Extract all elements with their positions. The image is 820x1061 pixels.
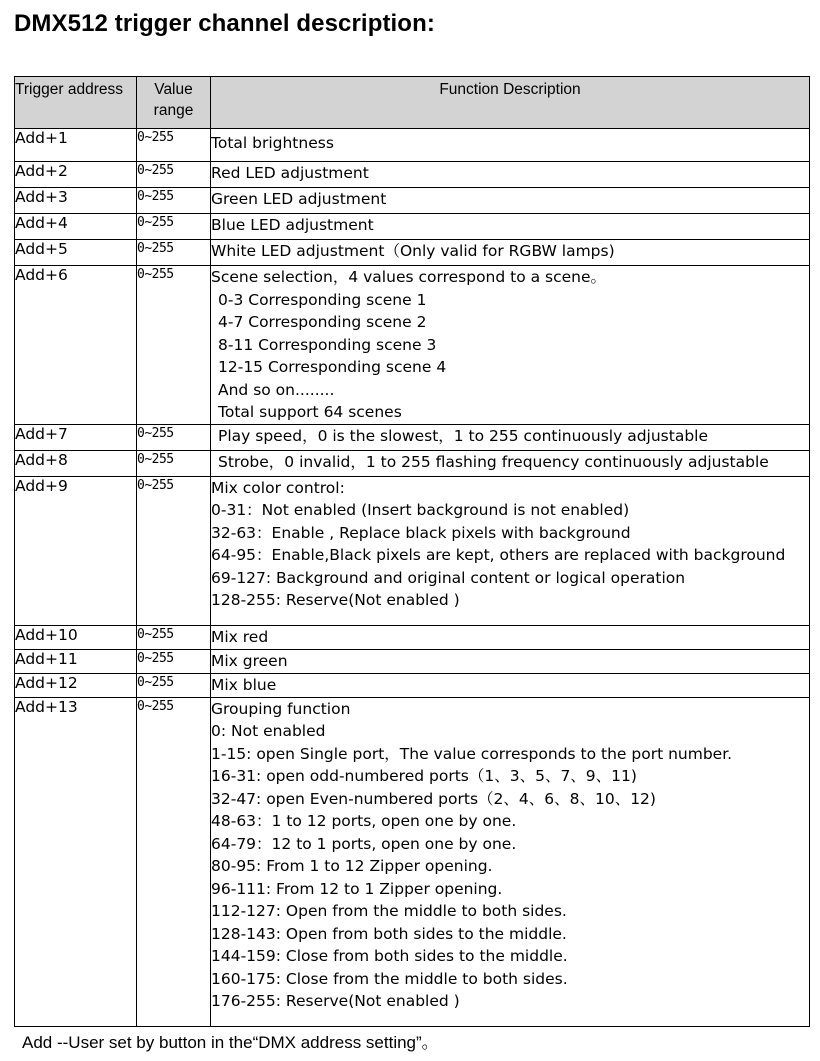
function-description-cell [211,129,810,162]
table-row [15,476,810,625]
function-description-cell [211,424,810,450]
trigger-address-cell: Add+1 [15,129,137,162]
trigger-address-cell: Add+2 [15,162,137,188]
function-description-cell [211,266,810,425]
table-row [15,240,810,266]
trigger-address-cell: Add+4 [15,214,137,240]
table-row [15,188,810,214]
value-range-cell: 0~255 [137,188,211,214]
description-line: 12-15 Corresponding scene 4 [218,358,447,376]
header-value-range-line1: Value [154,81,193,98]
value-range-cell: 0~255 [137,625,211,649]
table-row [15,129,810,162]
value-range-cell: 0~255 [137,266,211,425]
description-line: 1-15: open Single port，The value corresponds to the port number. [211,744,733,763]
description-line: 64-95：Enable,Black pixels are kept, others are replaced with background [211,546,786,564]
function-description-cell [211,188,810,214]
description-line: 69-127: Background and original content or logical operation [211,568,686,587]
function-description-cell [211,673,810,697]
value-range-cell: 0~255 [137,424,211,450]
table-row [15,450,810,476]
table-header-row [15,77,810,129]
description-line: Grouping function [211,699,351,718]
description-line: Strobe，0 invalid，1 to 255 flashing frequency continuously adjustable [218,452,769,471]
description-line: 128-143: Open from both sides to the middle. [211,924,567,943]
description-line: Mix red [211,627,269,646]
description-line: 32-47: open Even-numbered ports（2、4、6、8、10、12) [211,789,656,808]
description-line: 160-175: Close from the middle to both sides. [211,969,568,988]
function-description-cell [211,625,810,649]
function-description-cell [211,214,810,240]
function-description-cell [211,649,810,673]
header-value-range [137,77,211,129]
description-line: 96-111: From 12 to 1 Zipper opening. [211,879,503,898]
description-line: 64-79：12 to 1 ports, open one by one. [211,834,517,853]
trigger-address-cell: Add+9 [15,476,137,625]
description-line: 4-7 Corresponding scene 2 [218,313,427,331]
value-range-cell: 0~255 [137,476,211,625]
table-row [15,697,810,1026]
trigger-address-cell: Add+12 [15,673,137,697]
description-line: Total support 64 scenes [218,403,402,421]
description-line: Mix green [211,651,288,670]
description-line: Total brightness [211,134,334,152]
description-line: 8-11 Corresponding scene 3 [218,335,437,354]
function-description-cell [211,476,810,625]
trigger-address-cell: Add+3 [15,188,137,214]
value-range-cell: 0~255 [137,697,211,1026]
description-line: 176-255: Reserve(Not enabled ) [211,992,460,1010]
table-row [15,162,810,188]
function-description-cell [211,450,810,476]
description-line: White LED adjustment（Only valid for RGBW lamps) [211,242,615,260]
value-range-cell: 0~255 [137,162,211,188]
description-line: 0-31：Not enabled (Insert background is not enabled) [211,501,630,519]
description-line: Red LED adjustment [211,164,369,182]
value-range-cell: 0~255 [137,214,211,240]
description-line: 32-63：Enable , Replace black pixels with background [211,523,631,542]
table-row [15,673,810,697]
table-row [15,266,810,425]
description-line: Mix blue [211,675,277,694]
trigger-address-cell: Add+7 [15,424,137,450]
header-trigger-address: Trigger address [15,77,137,129]
table-row [15,424,810,450]
table-row [15,625,810,649]
header-function-description: Function Description [211,77,810,129]
description-line: Green LED adjustment [211,190,387,208]
function-description-cell [211,240,810,266]
description-line: And so on........ [218,380,335,399]
description-line: 16-31: open odd-numbered ports（1、3、5、7、9、11) [211,767,637,785]
description-line: 144-159: Close from both sides to the middle. [211,947,568,965]
value-range-cell: 0~255 [137,240,211,266]
table-row [15,649,810,673]
description-line: 0-3 Corresponding scene 1 [218,290,427,309]
function-description-cell [211,697,810,1026]
description-line: 80-95: From 1 to 12 Zipper opening. [211,857,493,875]
trigger-address-cell: Add+11 [15,649,137,673]
description-line: Play speed，0 is the slowest，1 to 255 continuously adjustable [218,426,709,445]
description-line: 48-63：1 to 12 ports, open one by one. [211,812,517,830]
value-range-cell: 0~255 [137,450,211,476]
trigger-address-cell: Add+6 [15,266,137,425]
trigger-address-cell: Add+8 [15,450,137,476]
trigger-address-cell: Add+13 [15,697,137,1026]
description-line: Blue LED adjustment [211,216,374,234]
footer-note: Add --User set by button in the“DMX address setting”。 [22,1033,439,1052]
table-row [15,214,810,240]
description-line: 128-255: Reserve(Not enabled ) [211,591,460,609]
value-range-cell: 0~255 [137,129,211,162]
page-title: DMX512 trigger channel description: [14,10,435,37]
description-line: Mix color control: [211,478,345,497]
header-value-range-line2: range [153,102,194,119]
description-line: 112-127: Open from the middle to both sides. [211,902,567,920]
description-line: Scene selection，4 values correspond to a scene。 [211,268,607,286]
trigger-address-cell: Add+5 [15,240,137,266]
dmx-channel-table [14,76,810,1027]
value-range-cell: 0~255 [137,673,211,697]
function-description-cell [211,162,810,188]
description-line: 0: Not enabled [211,722,326,740]
trigger-address-cell: Add+10 [15,625,137,649]
value-range-cell: 0~255 [137,649,211,673]
